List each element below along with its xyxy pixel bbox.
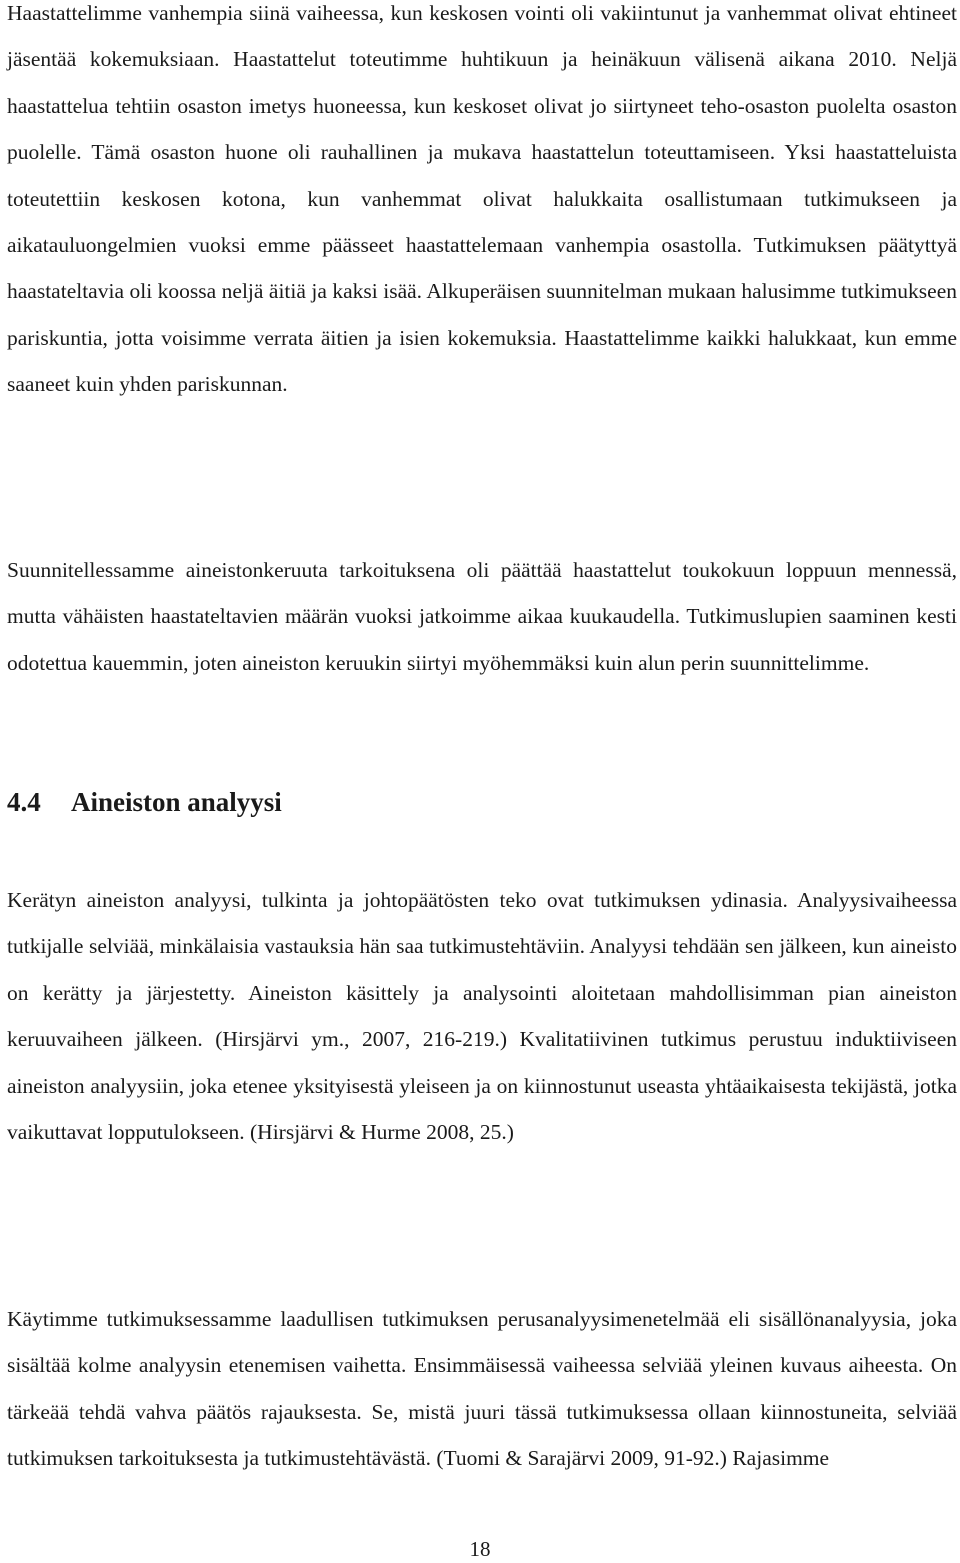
section-heading [7,782,282,822]
paragraph-data-collection-schedule: Suunnitellessamme aineistonkeruuta tarkoituksena oli päättää haastattelut toukokuun loppuun mennessä, mutta vähäisten haastateltavien määrän vuoksi jatkoimme aikaa kuukaudella. Tutkimuslupien saaminen kesti odotettua kauemmin, joten aineiston keruukin siirtyi myöhemmäksi kuin alun perin suunnittelimme. [7,558,957,675]
paragraph-analysis-intro: Kerätyn aineiston analyysi, tulkinta ja johtopäätösten teko ovat tutkimuksen ydinasia. Analyysivaiheessa tutkijalle selviää, minkälaisia vastauksia hän saa tutkimustehtäviin. Analyysi tehdään sen jälkeen, kun aineisto on kerätty ja järjestetty. Aineiston käsittely ja analysointi aloitetaan mahdollisimman pian aineiston keruuvaiheen jälkeen. (Hirsjärvi ym., 2007, 216-219.) Kvalitatiivinen tutkimus perustuu induktiiviseen aineiston analyysiin, joka etenee yksityisestä yleiseen ja on kiinnostunut useasta yhtäaikaisesta tekijästä, jotka vaikuttavat lopputulokseen. (Hirsjärvi & Hurme 2008, 25.) [7,888,957,1145]
section-title: Aineiston analyysi [71,787,282,817]
paragraph-content-analysis: Käytimme tutkimuksessamme laadullisen tutkimuksen perusanalyysimenetelmää eli sisällönanalyysia, joka sisältää kolme analyysin etenemisen vaihetta. Ensimmäisessä vaiheessa selviää yleinen kuvaus aiheesta. On tärkeää tehdä vahva päätös rajauksesta. Se, mistä juuri tässä tutkimuksessa ollaan kiinnostuneita, selviää tutkimuksen tarkoituksesta ja tutkimustehtävästä. (Tuomi & Sarajärvi 2009, 91-92.) Rajasimme [7,1307,957,1471]
paragraph-interviews: Haastattelimme vanhempia siinä vaiheessa, kun keskosen vointi oli vakiintunut ja vanhemmat olivat ehtineet jäsentää kokemuksiaan. Haastattelut toteutimme huhtikuun ja heinäkuun välisenä aikana 2010. Neljä haastattelua tehtiin osaston imetys huoneessa, kun keskoset olivat jo siirtyneet teho-osaston puolelta osaston puolelle. Tämä osaston huone oli rauhallinen ja mukava haastattelun toteuttamiseen. Yksi haastatteluista toteutettiin keskosen kotona, kun vanhemmat olivat halukkaita osallistumaan tutkimukseen ja aikatauluongelmien vuoksi emme päässeet haastattelemaan vanhempia osastolla. Tutkimuksen päätyttyä haastateltavia oli koossa neljä äitiä ja kaksi isää. Alkuperäisen suunnitelman mukaan halusimme tutkimukseen pariskuntia, jotta voisimme verrata äitien ja isien kokemuksia. Haastattelimme kaikki halukkaat, kun emme saaneet kuin yhden pariskunnan. [7,1,957,397]
page-number: 18 [469,1537,491,1561]
section-number: 4.4 [7,787,41,817]
